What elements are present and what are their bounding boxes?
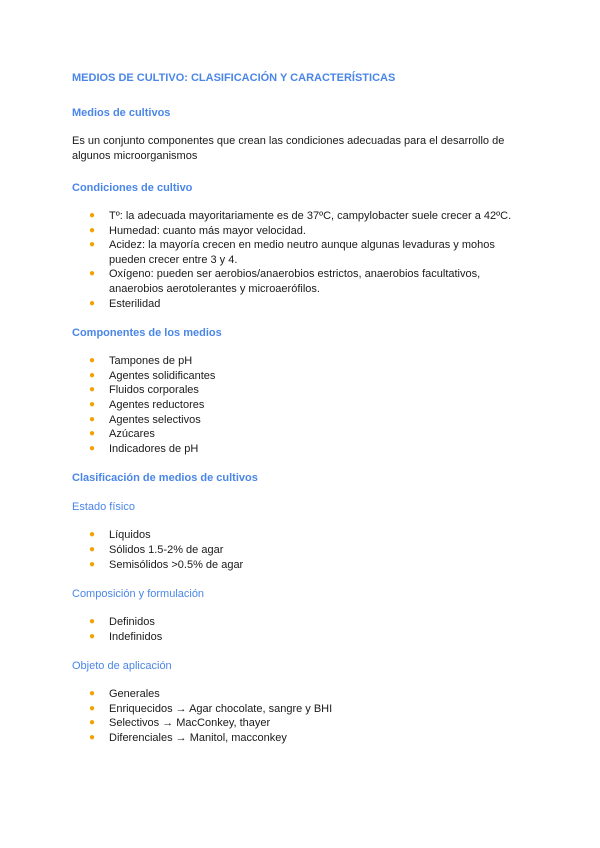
bullet-icon: ● [89, 543, 96, 555]
list-item-text: Semisólidos >0.5% de agar [109, 558, 244, 571]
list-item [72, 427, 532, 442]
bullet-icon: ● [89, 268, 96, 280]
bullet-icon: ● [89, 529, 96, 541]
bullet-icon: ● [89, 369, 96, 381]
list-item-text: Azúcares [109, 428, 155, 441]
list-item-text: Diferenciales → Manitol, macconkey [109, 732, 287, 745]
bullet-icon: ● [89, 384, 96, 396]
list-item [72, 224, 532, 239]
list-item-text: Indefinidos [109, 630, 163, 643]
list-item-text: Acidez: la mayoría crecen en medio neutro aunque algunas levaduras y mohos pueden crecer entre 3 y 4. [109, 239, 495, 266]
list-item-text: Agentes solidificantes [109, 369, 216, 382]
list-item-text: Humedad: cuanto más mayor velocidad. [109, 224, 306, 237]
list-item-text: Tº: la adecuada mayoritariamente es de 37ºC, campylobacter suele crecer a 42ºC. [109, 210, 512, 222]
list-item [72, 354, 532, 369]
bullet-icon: ● [89, 630, 96, 642]
estado-list [72, 528, 532, 572]
list-item-text: Sólidos 1.5-2% de agar [109, 543, 224, 556]
page-title: MEDIOS DE CULTIVO: CLASIFICACIÓN Y CARACTERÍSTICAS [72, 72, 396, 84]
list-item [72, 413, 532, 428]
bullet-icon: ● [89, 210, 96, 221]
bullet-icon: ● [89, 398, 96, 410]
list-item [72, 615, 532, 630]
list-item [72, 702, 532, 717]
bullet-icon: ● [89, 558, 96, 570]
condiciones-list [72, 209, 532, 311]
list-item-text: Fluidos corporales [109, 384, 199, 397]
subsection-heading-objeto: Objeto de aplicación [72, 660, 172, 673]
list-item [72, 630, 532, 645]
list-item-text: Tampones de pH [109, 355, 193, 368]
list-item [72, 238, 532, 267]
list-item-text: Oxígeno: pueden ser aerobios/anaerobios estrictos, anaerobios facultativos, anaerobios aerotolerantes y microaerófilos. [109, 268, 481, 295]
list-item-text: Selectivos → MacConkey, thayer [109, 717, 271, 730]
bullet-icon: ● [89, 616, 96, 628]
bullet-icon: ● [89, 732, 96, 744]
list-item-text: Definidos [109, 616, 155, 629]
section-paragraph-medios: Es un conjunto componentes que crean las condiciones adecuadas para el desarrollo de algunos microorganismos [72, 135, 505, 162]
list-item [72, 543, 532, 558]
bullet-icon: ● [89, 297, 96, 309]
componentes-list [72, 354, 532, 456]
subsection-heading-estado: Estado físico [72, 501, 135, 514]
bullet-icon: ● [89, 239, 96, 251]
list-item [72, 528, 532, 543]
list-item-text: Agentes reductores [109, 398, 205, 411]
bullet-icon: ● [89, 717, 96, 729]
list-item [72, 267, 532, 296]
bullet-icon: ● [89, 428, 96, 440]
list-item-text: Generales [109, 688, 160, 701]
list-item [72, 398, 532, 413]
list-item [72, 716, 532, 731]
list-item [72, 731, 532, 746]
list-item-text: Agentes selectivos [109, 413, 201, 426]
document-page [72, 70, 532, 760]
list-item [72, 297, 532, 312]
composicion-list [72, 615, 532, 644]
list-item-text: Líquidos [109, 529, 151, 542]
bullet-icon: ● [89, 442, 96, 454]
list-item-text: Esterilidad [109, 297, 161, 310]
section-heading-componentes: Componentes de los medios [72, 327, 222, 340]
list-item-text: Indicadores de pH [109, 442, 199, 455]
bullet-icon: ● [89, 688, 96, 700]
bullet-icon: ● [89, 224, 96, 236]
bullet-icon: ● [89, 355, 96, 367]
bullet-icon: ● [89, 413, 96, 425]
list-item [72, 209, 532, 224]
bullet-icon: ● [89, 702, 96, 714]
list-item [72, 687, 532, 702]
section-heading-clasificacion: Clasificación de medios de cultivos [72, 472, 258, 485]
section-heading-medios: Medios de cultivos [72, 107, 171, 119]
list-item [72, 442, 532, 457]
objeto-list [72, 687, 532, 745]
list-item [72, 369, 532, 384]
list-item [72, 558, 532, 573]
section-heading-condiciones: Condiciones de cultivo [72, 182, 193, 194]
subsection-heading-composicion: Composición y formulación [72, 588, 205, 601]
list-item-text: Enriquecidos → Agar chocolate, sangre y BHI [109, 702, 333, 715]
list-item [72, 383, 532, 398]
